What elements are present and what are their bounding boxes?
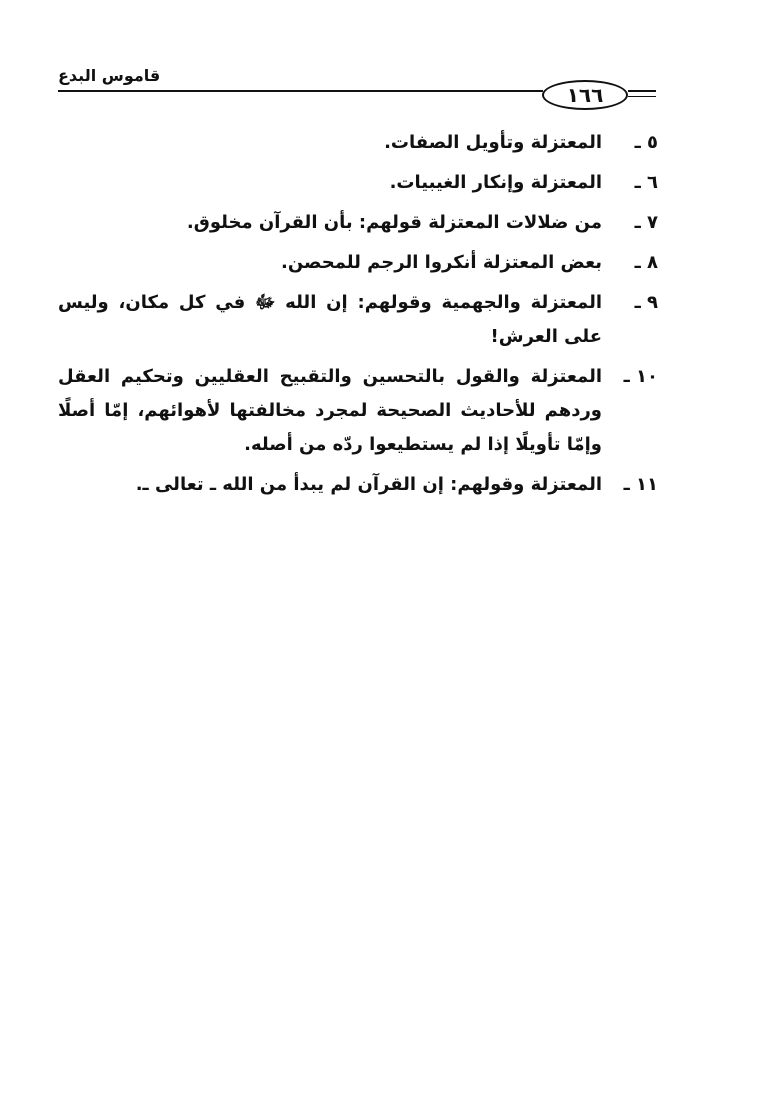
- list-item-text: المعتزلة وإنكار الغيبيات.: [389, 172, 602, 193]
- list-item-text: المعتزلة والجهمية وقولهم: إن الله ﷻ في كل مكان، وليس على العرش!: [58, 292, 602, 347]
- list-item-text: المعتزلة وقولهم: إن القرآن لم يبدأ من الله ـ تعالى ـ.: [135, 474, 602, 495]
- list-item-text: بعض المعتزلة أنكروا الرجم للمحصن.: [280, 252, 602, 273]
- list-item: [58, 286, 658, 354]
- list-item: [58, 206, 658, 240]
- list-item-text: المعتزلة والقول بالتحسين والتقبيح العقليين وتحكيم العقل وردهم للأحاديث الصحيحة لمجرد مخالفتها لأهوائهم، إمّا أصلًا وإمّا تأويلًا إذا لم يستطيعوا ردّه من أصله.: [58, 366, 602, 455]
- list-item-text: المعتزلة وتأويل الصفات.: [384, 132, 602, 153]
- list-item-number: ٨ ـ: [634, 252, 658, 273]
- list-item-number: ٦ ـ: [634, 172, 658, 193]
- header-rule: [58, 90, 543, 92]
- running-header-title: قاموس البدع: [58, 66, 161, 85]
- list-item-text: من ضلالات المعتزلة قولهم: بأن القرآن مخلوق.: [186, 212, 602, 233]
- list-item: [58, 166, 658, 200]
- list-item: [58, 126, 658, 160]
- header-rule-right: [628, 90, 656, 92]
- header-rule-right-thin: [628, 96, 656, 97]
- list-item-number: ٩ ـ: [634, 292, 658, 313]
- list-item: [58, 360, 658, 462]
- list-item-number: ٧ ـ: [634, 212, 658, 233]
- list-item-number: ١٠ ـ: [623, 366, 658, 387]
- list-item: [58, 246, 658, 280]
- numbered-list: [58, 126, 658, 508]
- page-number: ١٦٦: [542, 80, 628, 110]
- list-item: [58, 468, 658, 502]
- list-item-number: ١١ ـ: [623, 474, 658, 495]
- list-item-number: ٥ ـ: [634, 132, 658, 153]
